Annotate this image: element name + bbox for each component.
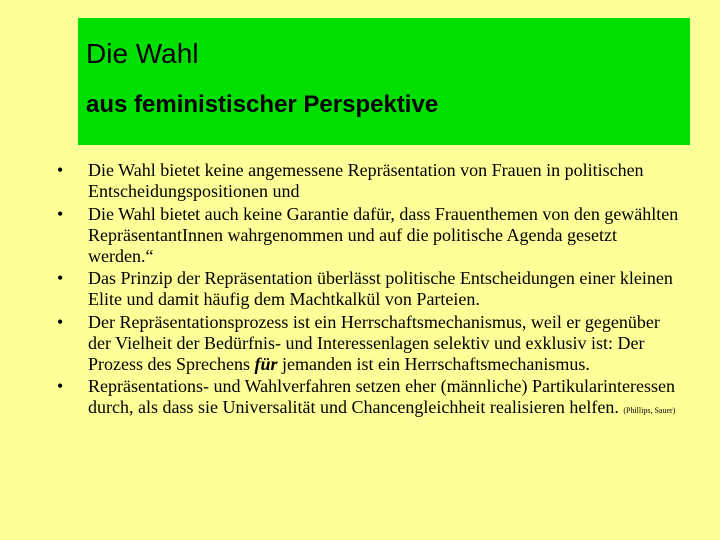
bullet-item-4 xyxy=(57,312,682,375)
slide-subtitle: aus feministischer Perspektive xyxy=(86,91,439,118)
citation: (Phillips, Sauer) xyxy=(623,406,676,415)
bullet-dot: • xyxy=(57,160,64,180)
bullet-text: Das Prinzip der Repräsentation überlässt politische Entscheidungen einer kleinen Elite und damit häufig dem Machtkalkül von Parteien. xyxy=(88,268,673,309)
bullet-dot: • xyxy=(57,376,64,396)
bullet-list xyxy=(57,160,682,423)
bullet-item-3 xyxy=(57,268,682,310)
bullet-text: Die Wahl bietet keine angemessene Repräsentation von Frauen in politischen Entscheidungspositionen und xyxy=(88,160,644,201)
bullet-dot: • xyxy=(57,311,64,332)
bullet-text-after: jemanden ist ein Herrschaftsmechanismus. xyxy=(277,353,590,374)
bullet-text: Repräsentations- und Wahlverfahren setzen eher (männliche) Partikularinteressen durch, als dass sie Universalität und Chancengleichheit realisieren helfen. xyxy=(88,376,675,417)
bullet-item-2 xyxy=(57,204,682,267)
bullet-emphasis: für xyxy=(254,353,278,374)
bullet-text-before: Der Repräsentationsprozess ist ein Herrschaftsmechanismus, weil er gegenüber der Vielheit der Bedürfnis- und Interessenlagen selektiv und exklusiv ist: Der Prozess des Sprechens xyxy=(88,311,660,374)
bullet-dot: • xyxy=(57,268,64,288)
bullet-item-5 xyxy=(57,376,682,421)
slide-title: Die Wahl xyxy=(86,38,199,69)
bullet-dot: • xyxy=(57,203,64,224)
bullet-text: Die Wahl bietet auch keine Garantie dafür, dass Frauenthemen von den gewählten RepräsentantInnen wahrgenommen und auf die politische Agenda gesetzt werden.“ xyxy=(88,203,679,266)
bullet-item-1 xyxy=(57,160,682,202)
